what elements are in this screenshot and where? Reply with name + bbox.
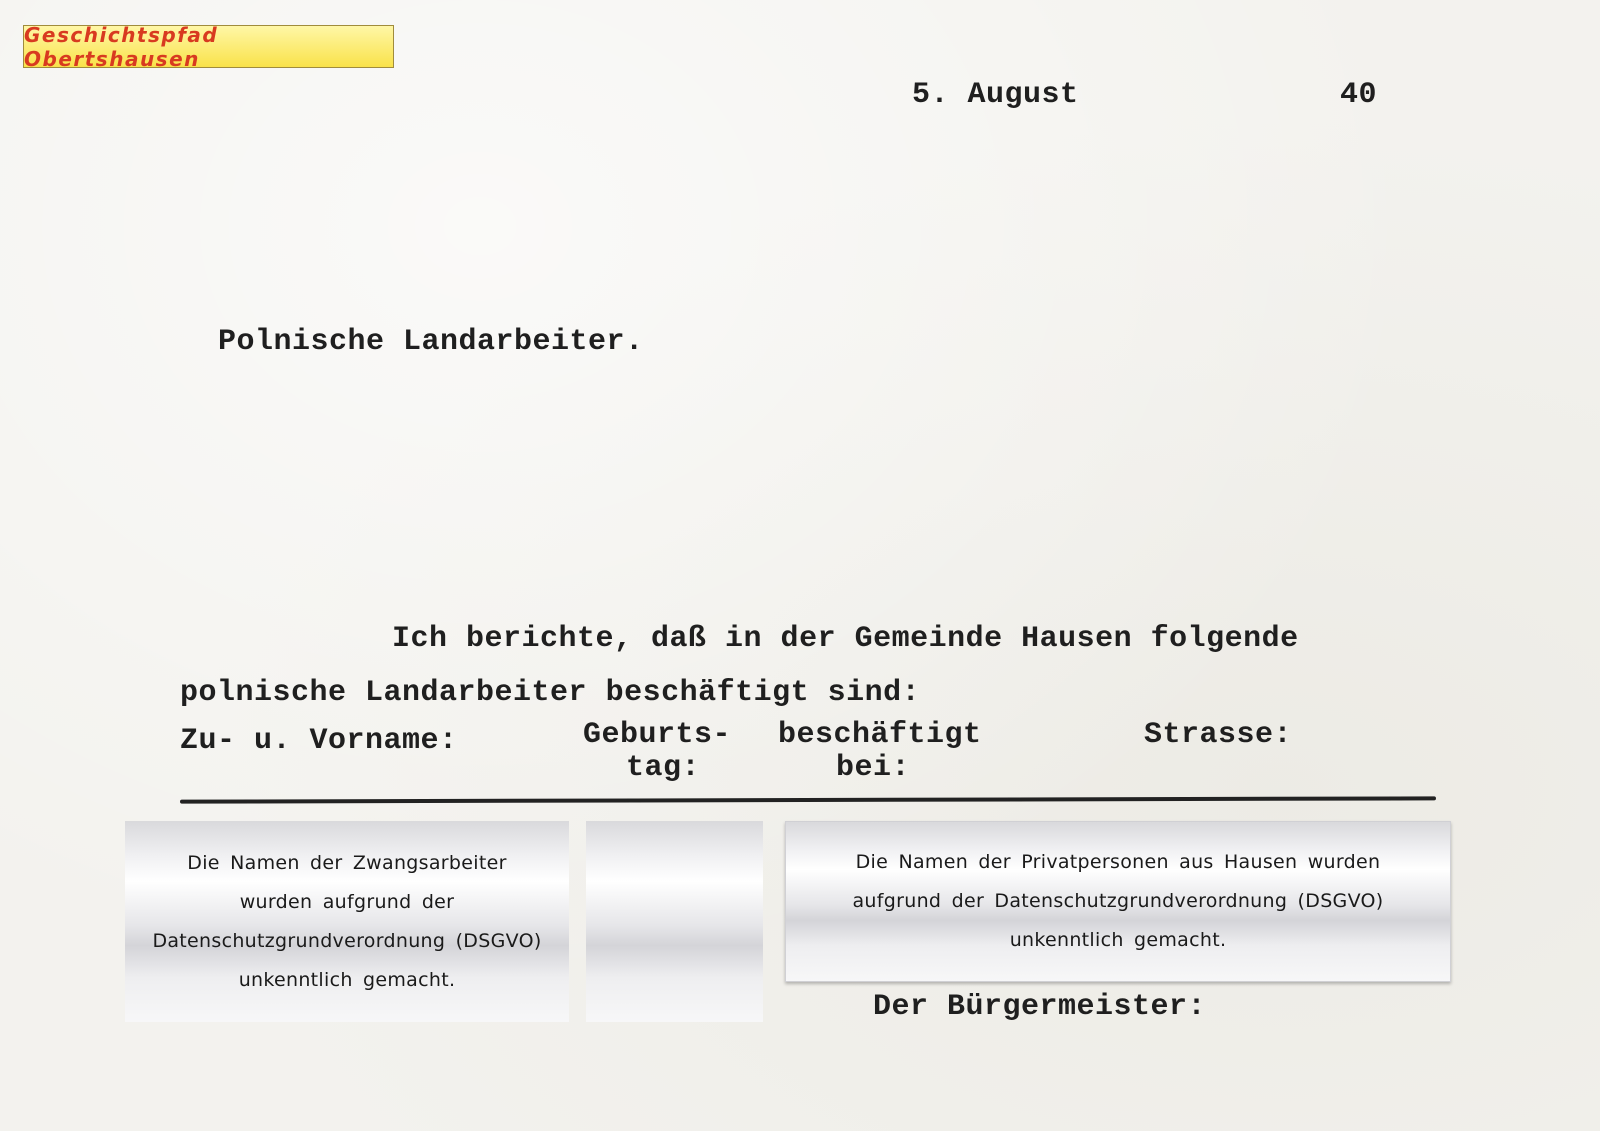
- site-badge: [23, 22, 394, 71]
- intro-line-1: Ich berichte, daß in der Gemeinde Hausen folgende: [392, 622, 1299, 656]
- document-date: 5. August: [912, 78, 1079, 112]
- column-header-birthday-1: Geburts-: [583, 718, 732, 752]
- site-badge-label: Geschichtspfad Obertshausen: [24, 22, 219, 71]
- signature-label: Der Bürgermeister:: [873, 990, 1207, 1024]
- redaction-box-names: [125, 821, 569, 1022]
- column-header-birthday-2: tag:: [626, 751, 701, 785]
- column-header-street: Strasse:: [1144, 718, 1293, 752]
- redaction-notice-employers: Die Namen der Privatpersonen aus Hausen wurden aufgrund der Datenschutzgrundverordnung (DSGVO) unkenntlich gemacht.: [852, 851, 1384, 951]
- redaction-notice-names: Die Namen der Zwangsarbeiter wurden aufgrund der Datenschutzgrundverordnung (DSGVO) unkenntlich gemacht.: [152, 851, 542, 991]
- table-header-rule: [180, 796, 1436, 803]
- intro-line-2: polnische Landarbeiter beschäftigt sind:: [180, 676, 921, 710]
- document-year: 40: [1340, 78, 1378, 112]
- column-header-employer-1: beschäftigt: [778, 718, 982, 752]
- redaction-box-birthdays: [586, 821, 763, 1022]
- document-subject: Polnische Landarbeiter.: [218, 325, 644, 359]
- column-header-employer-2: bei:: [836, 751, 911, 785]
- column-header-name: Zu- u. Vorname:: [180, 724, 458, 758]
- redaction-box-employers: [785, 821, 1451, 982]
